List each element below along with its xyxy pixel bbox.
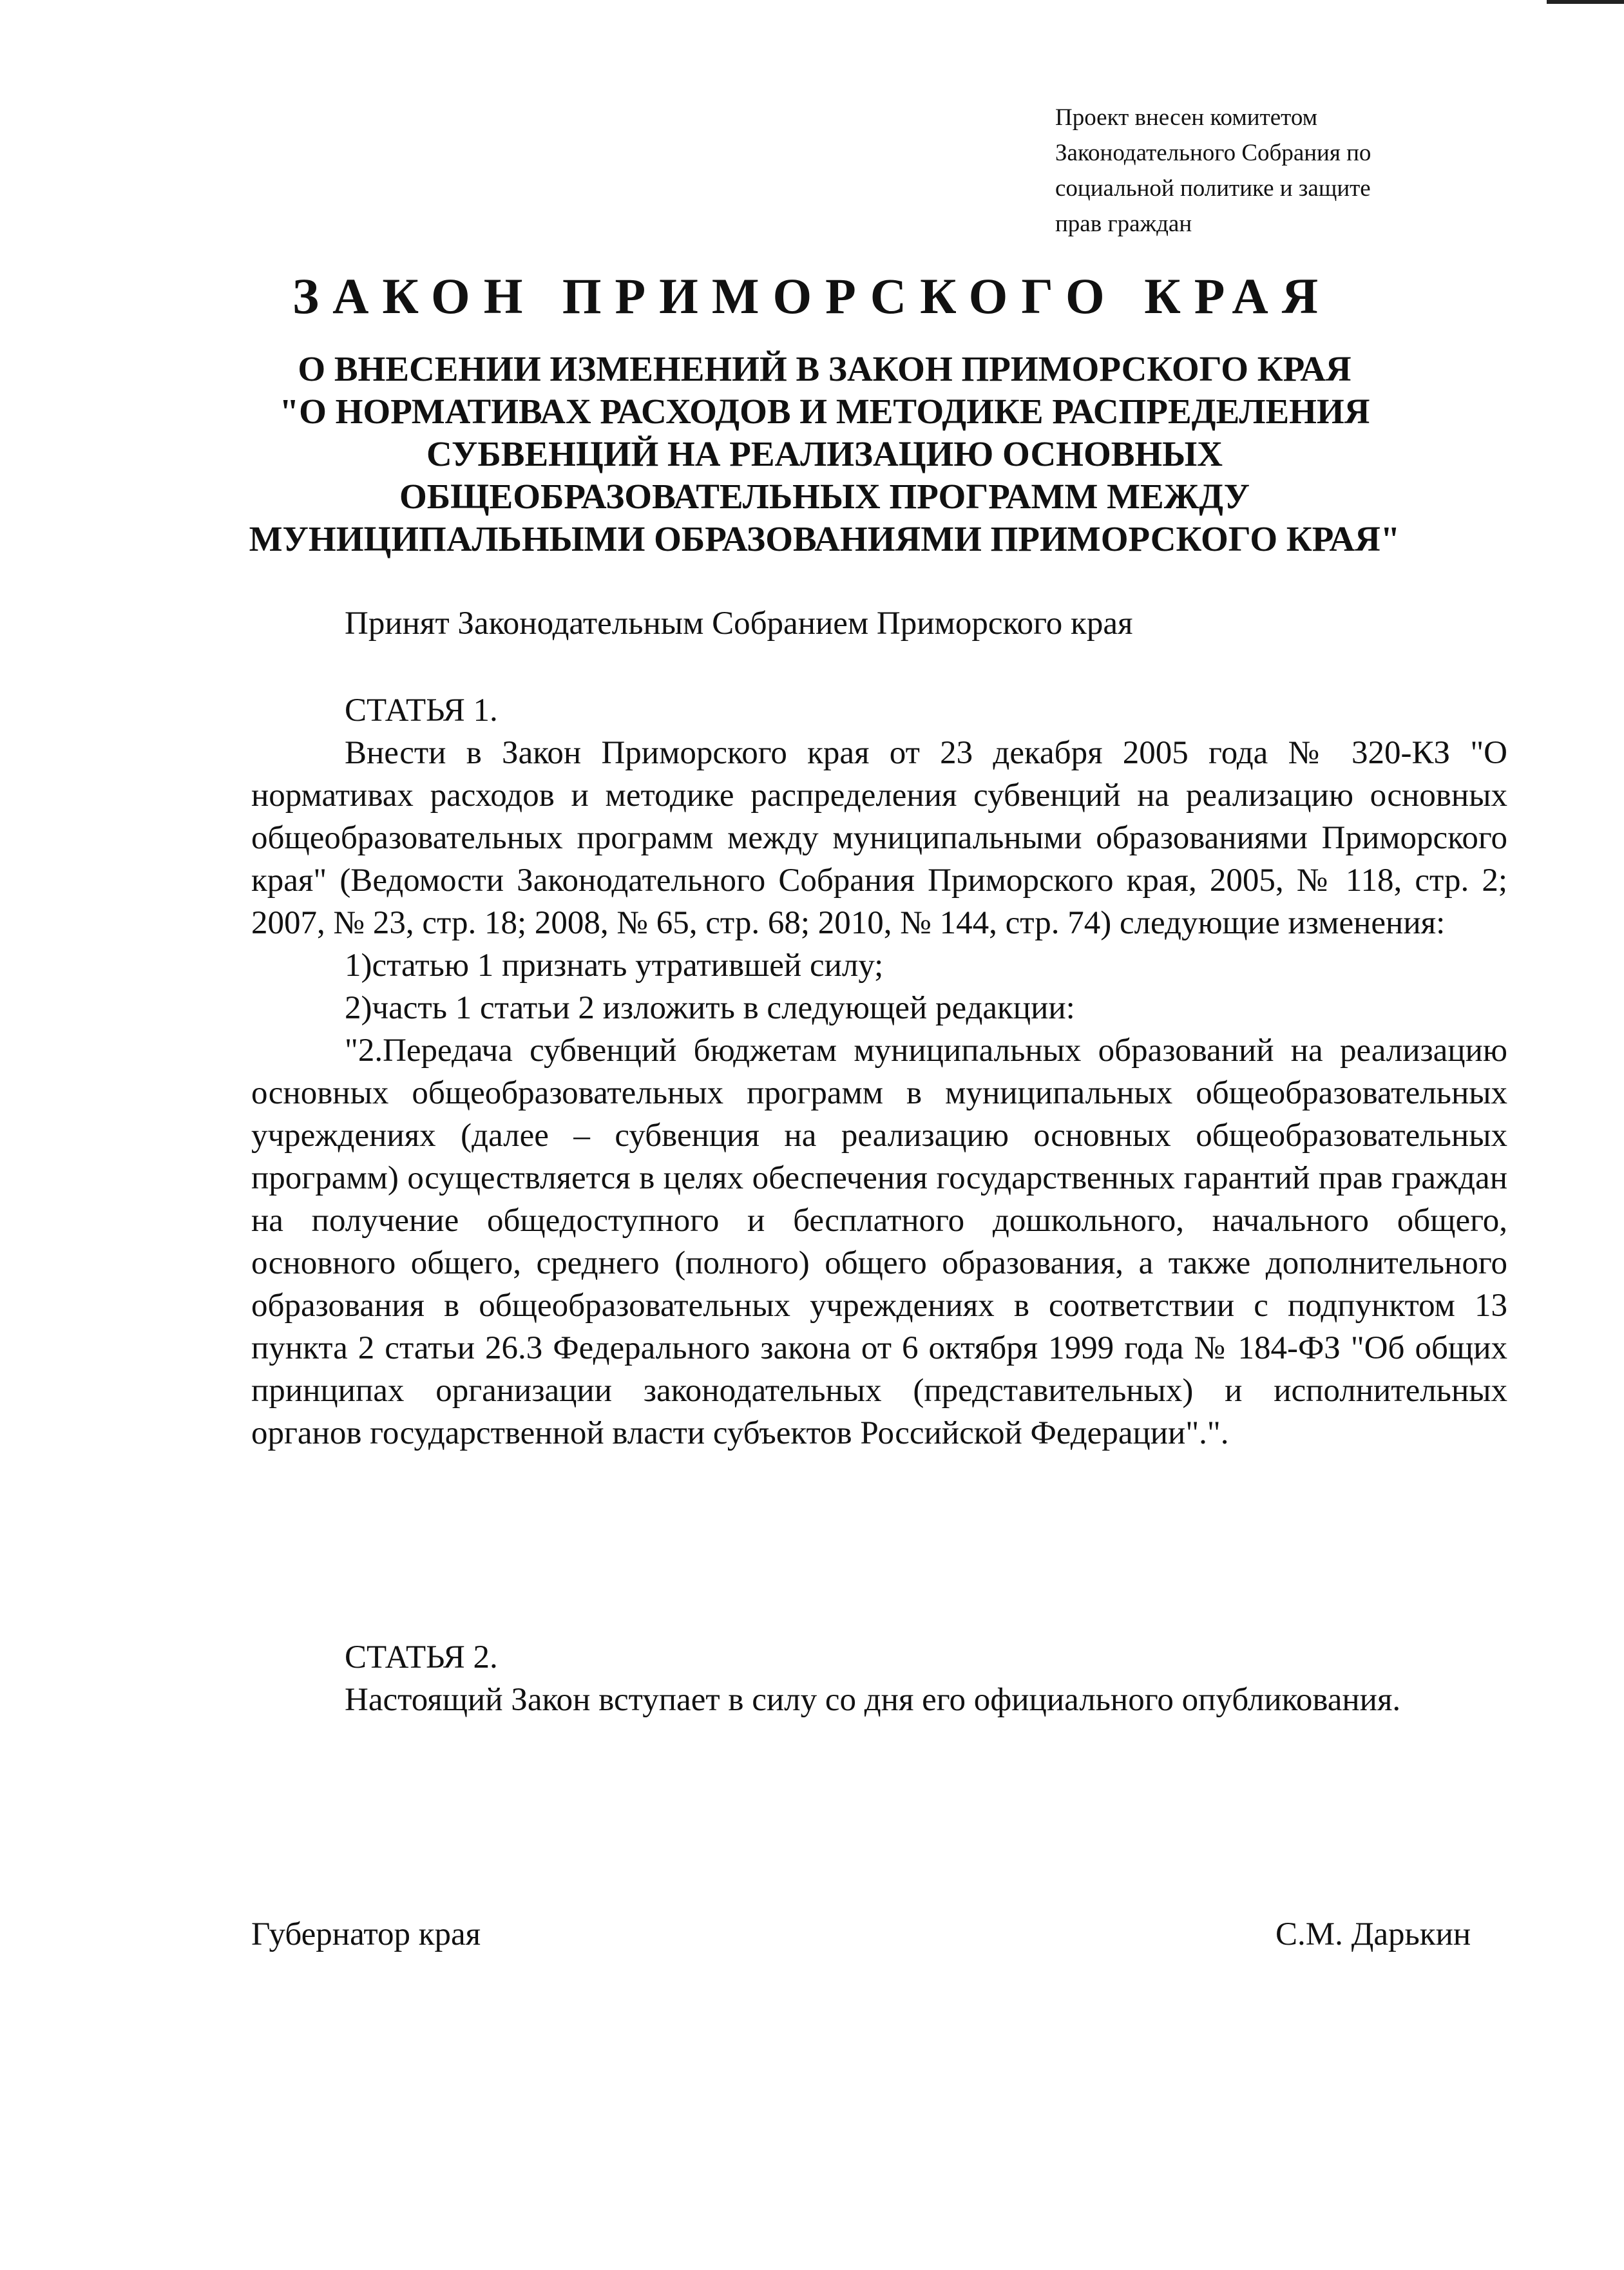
article-1-item-1: 1)статью 1 признать утратившей силу;	[345, 948, 884, 984]
signature-position: Губернатор края	[251, 1916, 481, 1952]
article-2-text: Настоящий Закон вступает в силу со дня его официального опубликования.	[345, 1682, 1401, 1718]
submitter-note	[1055, 100, 1506, 242]
signature-name: С.М. Дарькин	[1275, 1916, 1471, 1952]
law-title: ЗАКОН ПРИМОРСКОГО КРАЯ	[292, 268, 1332, 324]
scan-corner-mark	[1547, 0, 1624, 4]
submitter-line: Законодательного Собрания по	[1055, 140, 1371, 166]
article-2	[251, 1636, 1507, 1721]
subtitle-line: МУНИЦИПАЛЬНЫМИ ОБРАЗОВАНИЯМИ ПРИМОРСКОГО КРАЯ"	[249, 519, 1400, 558]
subtitle-line: ОБЩЕОБРАЗОВАТЕЛЬНЫХ ПРОГРАММ МЕЖДУ	[399, 477, 1250, 516]
law-subtitle	[193, 348, 1456, 560]
subtitle-line: О ВНЕСЕНИИ ИЗМЕНЕНИЙ В ЗАКОН ПРИМОРСКОГО КРАЯ	[298, 349, 1352, 388]
subtitle-line: СУБВЕНЦИЙ НА РЕАЛИЗАЦИЮ ОСНОВНЫХ	[426, 434, 1223, 473]
article-1	[251, 689, 1507, 1455]
submitter-line: прав граждан	[1055, 211, 1192, 237]
subtitle-line: "О НОРМАТИВАХ РАСХОДОВ И МЕТОДИКЕ РАСПРЕДЕЛЕНИЯ	[279, 392, 1370, 431]
article-1-heading: СТАТЬЯ 1.	[345, 692, 498, 729]
adopted-statement: Принят Законодательным Собранием Приморского края	[345, 606, 1133, 642]
article-2-heading: СТАТЬЯ 2.	[345, 1639, 498, 1675]
submitter-line: социальной политике и защите	[1055, 175, 1371, 202]
article-1-quote: "2.Передача субвенций бюджетам муниципальных образований на реализацию основных общеобразовательных программ в муниципальных общеобразовательных учреждениях (далее – субвенция на реализацию основных общеобразовательных программ) осуществляется в целях обеспечения государственных гарантий прав граждан на получение общедоступного и бесплатного дошкольного, начального общего, основного общего, среднего (полного) общего образования, а также дополнительного образования в общеобразовательных учреждениях в соответствии с подпунктом 13 пункта 2 статьи 26.3 Федерального закона от 6 октября 1999 года № 184-ФЗ "Об общих принципах организации законодательных (представительных) и исполнительных органов государственной власти субъектов Российской Федерации".".	[251, 1033, 1507, 1451]
article-1-item-2: 2)часть 1 статьи 2 изложить в следующей редакции:	[345, 990, 1075, 1026]
article-1-intro: Внести в Закон Приморского края от 23 декабря 2005 года № 320-КЗ "О нормативах расходов и методике распределения субвенций на реализацию основных общеобразовательных программ между муниципальными образованиями Приморского края" (Ведомости Законодательного Собрания Приморского края, 2005, № 118, стр. 2; 2007, № 23, стр. 18; 2008, № 65, стр. 68; 2010, № 144, стр. 74) следующие изменения:	[251, 735, 1507, 941]
submitter-line: Проект внесен комитетом	[1055, 104, 1318, 131]
